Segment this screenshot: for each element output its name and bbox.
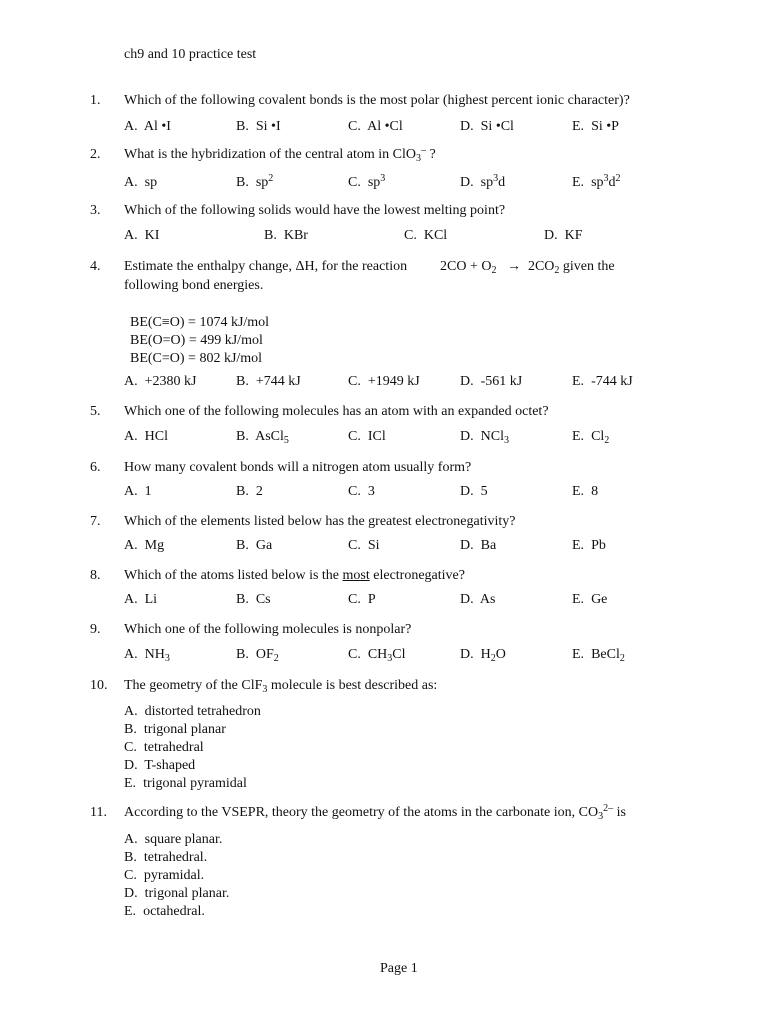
option-b: B. $OF_2$ — [236, 647, 279, 664]
question-text: How many covalent bonds will a nitrogen atom usually form? — [124, 460, 472, 475]
question-text: Which one of the following molecules has an atom with an expanded octet? — [124, 404, 549, 419]
option-d: D. $H_2O$ — [460, 647, 506, 664]
question-number: 6. — [90, 460, 101, 475]
question-text: The geometry of the ClF$_3$ molecule is best described as: — [124, 678, 438, 695]
option-e: E. $sp^3d^2$ — [572, 173, 621, 190]
option-a: A. square planar. — [124, 832, 223, 847]
document-title: ch9 and 10 practice test — [124, 47, 257, 62]
question-text: Which of the elements listed below has the greatest electronegativity? — [124, 514, 516, 529]
bond-energy: BE(O=O) = 499 kJ/mol — [130, 333, 263, 348]
option-b: B. Si •I — [236, 119, 281, 134]
page-number: Page 1 — [380, 961, 418, 976]
option-c: C. 3 — [348, 484, 375, 499]
option-e: E. octahedral. — [124, 904, 205, 919]
option-e: E. Pb — [572, 538, 606, 553]
option-a: A. $NH_3$ — [124, 647, 170, 664]
option-c: C. Al •Cl — [348, 119, 403, 134]
option-c: C. Si — [348, 538, 380, 553]
option-a: A. Al •I — [124, 119, 171, 134]
question-number: 2. — [90, 147, 101, 162]
question-number: 4. — [90, 259, 101, 274]
option-a: A. Mg — [124, 538, 165, 553]
option-c: C. tetrahedral — [124, 740, 204, 755]
bond-energy: BE(C=O) = 802 kJ/mol — [130, 351, 263, 366]
option-c: C. P — [348, 592, 376, 607]
option-d: D. T-shaped — [124, 758, 196, 773]
option-d: D. Ba — [460, 538, 497, 553]
option-d: D. KF — [544, 228, 583, 243]
option-c: C. +1949 kJ — [348, 374, 420, 389]
question-text: What is the hybridization of the central atom in ClO$_3$– ? — [124, 145, 436, 164]
option-e: E. Si •P — [572, 119, 619, 134]
option-b: B. $sp^2$ — [236, 173, 274, 190]
question-number: 10. — [90, 678, 108, 693]
option-a: A. distorted tetrahedron — [124, 704, 261, 719]
option-b: B. 2 — [236, 484, 263, 499]
option-e: E. -744 kJ — [572, 374, 633, 389]
option-b: B. tetrahedral. — [124, 850, 208, 865]
option-b: B. Cs — [236, 592, 271, 607]
question-text-line2: following bond energies. — [124, 278, 264, 293]
option-e: E. $Cl_2$ — [572, 429, 610, 446]
question-number: 3. — [90, 203, 101, 218]
reaction-equation: $2CO + O_2$ → $2CO_2$ given the — [440, 259, 615, 276]
question-text: Estimate the enthalpy change, ΔH, for the reaction — [124, 259, 408, 274]
question-number: 9. — [90, 622, 101, 637]
option-a: A. KI — [124, 228, 160, 243]
option-d: D. As — [460, 592, 496, 607]
question-number: 8. — [90, 568, 101, 583]
option-b: B. KBr — [264, 228, 308, 243]
option-e: E. BeCl$_2$ — [572, 647, 625, 664]
option-b: B. trigonal planar — [124, 722, 226, 737]
question-text: Which of the following solids would have the lowest melting point? — [124, 203, 506, 218]
option-a: A. sp — [124, 175, 158, 190]
question-number: 5. — [90, 404, 101, 419]
option-c: C. ICl — [348, 429, 386, 444]
option-a: A. 1 — [124, 484, 152, 499]
question-number: 7. — [90, 514, 101, 529]
option-d: D. Si •Cl — [460, 119, 514, 134]
bond-energy: BE(C≡O) = 1074 kJ/mol — [130, 315, 270, 330]
option-a: A. HCl — [124, 429, 168, 444]
option-a: A. Li — [124, 592, 158, 607]
option-d: D. $sp^3d$ — [460, 173, 506, 190]
question-number: 1. — [90, 93, 101, 108]
option-d: D. -561 kJ — [460, 374, 523, 389]
option-d: D. NCl$_3$ — [460, 429, 509, 446]
option-c: C. KCl — [404, 228, 448, 243]
option-c: C. pyramidal. — [124, 868, 205, 883]
option-b: B. Ga — [236, 538, 273, 553]
option-e: E. trigonal pyramidal — [124, 776, 247, 791]
option-a: A. +2380 kJ — [124, 374, 197, 389]
option-b: B. +744 kJ — [236, 374, 301, 389]
question-text: Which one of the following molecules is nonpolar? — [124, 622, 412, 637]
question-text: Which of the following covalent bonds is the most polar (highest percent ionic character)? — [124, 93, 630, 108]
option-c: C. $CH_3Cl$ — [348, 647, 406, 664]
option-e: E. Ge — [572, 592, 608, 607]
option-b: B. AsCl$_5$ — [236, 429, 289, 446]
option-d: D. trigonal planar. — [124, 886, 230, 901]
question-text: According to the VSEPR, theory the geometry of the atoms in the carbonate ion, $CO_3^{2-}$ is — [124, 803, 626, 822]
option-c: C. $sp^3$ — [348, 173, 386, 190]
question-text: Which of the atoms listed below is the most electronegative? — [124, 568, 465, 583]
option-e: E. 8 — [572, 484, 599, 499]
option-d: D. 5 — [460, 484, 488, 499]
question-number: 11. — [90, 805, 107, 820]
